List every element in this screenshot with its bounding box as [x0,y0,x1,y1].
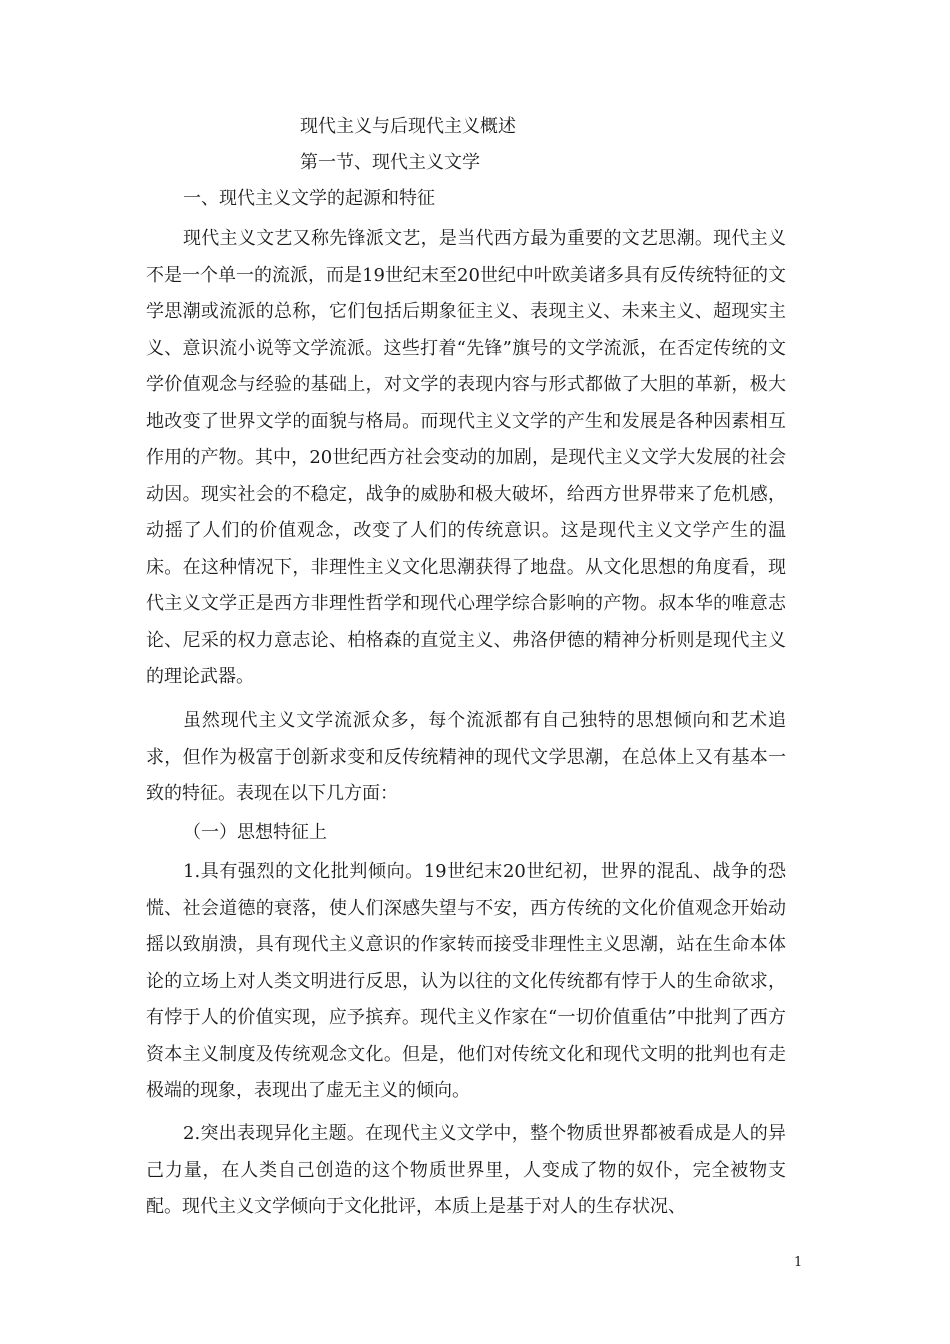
document-title: 现代主义与后现代主义概述 [300,116,516,137]
subheading-ideological-features: （一）思想特征上 [183,822,327,843]
body-paragraph-origins: 现代主义文艺又称先锋派文艺，是当代西方最为重要的文艺思潮。现代主义不是一个单一的流派，而是19世纪末至20世纪中叶欧美诸多具有反传统特征的文学思潮或流派的总称，它们包括后期象征主义、表现主义、未来主义、超现实主义、意识流小说等文学流派。这些打着“先锋”旗号的文学流派，在否定传统的文学价值观念与经验的基础上，对文学的表现内容与形式都做了大胆的革新，极大地改变了世界文学的面貌与格局。而现代主义文学的产生和发展是各种因素相互作用的产物。其中，20世纪西方社会变动的加剧，是现代主义文学大发展的社会动因。现实社会的不稳定，战争的威胁和极大破坏，给西方世界带来了危机感，动摇了人们的价值观念，改变了人们的传统意识。这是现代主义文学产生的温床。在这种情况下，非理性主义文化思潮获得了地盘。从文化思想的角度看，现代主义文学正是西方非理性哲学和现代心理学综合影响的产物。叔本华的唯意志论、尼采的权力意志论、柏格森的直觉主义、弗洛伊德的精神分析则是现代主义的理论武器。 [146,228,786,687]
body-paragraph-features-intro: 虽然现代主义文学流派众多，每个流派都有自己独特的思想倾向和艺术追求，但作为极富于创新求变和反传统精神的现代文学思潮，在总体上又有基本一致的特征。表现在以下几方面： [146,710,786,804]
body-paragraph-cultural-critique: 1.具有强烈的文化批判倾向。19世纪末20世纪初，世界的混乱、战争的恐慌、社会道德的衰落，使人们深感失望与不安，西方传统的文化价值观念开始动摇以致崩溃，具有现代主义意识的作家转而接受非理性主义思潮，站在生命本体论的立场上对人类文明进行反思，认为以往的文化传统都有悖于人的生命欲求，有悖于人的价值实现，应予摈弃。现代主义作家在“一切价值重估”中批判了西方资本主义制度及传统观念文化。但是，他们对传统文化和现代文明的批判也有走极端的现象，表现出了虚无主义的倾向。 [146,861,786,1101]
chapter-heading: 一、现代主义文学的起源和特征 [183,188,435,209]
body-paragraph-alienation: 2.突出表现异化主题。在现代主义文学中，整个物质世界都被看成是人的异己力量，在人类自己创造的这个物质世界里，人变成了物的奴仆，完全被物支配。现代主义文学倾向于文化批评，本质上是基于对人的生存状况、 [146,1123,786,1217]
section-title: 第一节、现代主义文学 [300,152,480,173]
page-number: 1 [794,1255,803,1270]
